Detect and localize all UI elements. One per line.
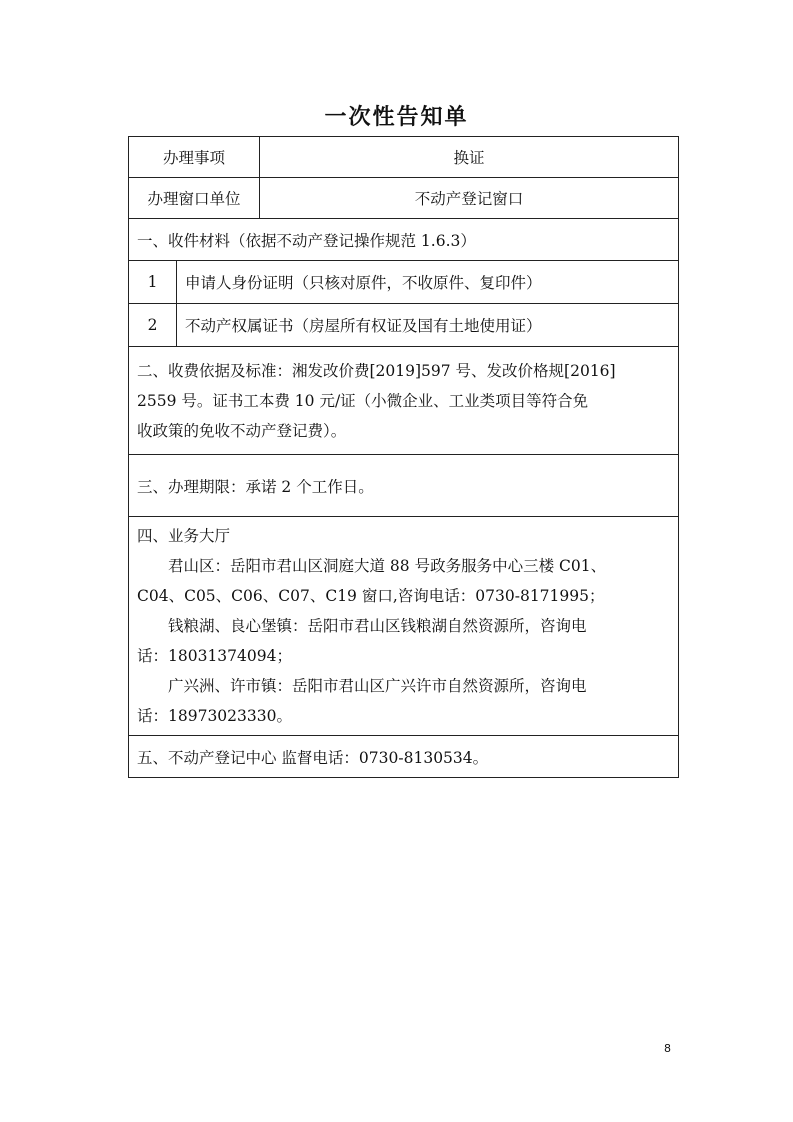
fees-line: 收政策的免收不动产登记费）。 — [137, 421, 347, 440]
material-no: 1 — [129, 261, 177, 304]
hall-cell — [129, 517, 679, 736]
period-cell: 三、办理期限：承诺 2 个工作日。 — [129, 455, 679, 517]
fees-line: 二、收费依据及标准：湘发改价费[2019]597 号、发改价格规[2016] — [137, 361, 616, 380]
item-label: 办理事项 — [129, 137, 260, 178]
material-text: 申请人身份证明（只核对原件，不收原件、复印件） — [177, 261, 679, 304]
window-label: 办理窗口单位 — [129, 178, 260, 219]
hall-line: 广兴洲、许市镇：岳阳市君山区广兴许市自然资源所，咨询电 — [168, 677, 587, 695]
hall-line: 钱粮湖、良心堡镇：岳阳市君山区钱粮湖自然资源所，咨询电 — [168, 617, 587, 635]
page-number: 8 — [664, 1042, 671, 1055]
table-row — [129, 455, 679, 517]
item-value: 换证 — [260, 137, 679, 178]
table-row — [129, 178, 679, 219]
material-text: 不动产权属证书（房屋所有权证及国有土地使用证） — [177, 304, 679, 347]
hall-line: C04、C05、C06、C07、C19 窗口,咨询电话：0730-8171995； — [137, 587, 605, 605]
hall-line: 话：18031374094； — [137, 647, 292, 665]
table-row — [129, 347, 679, 455]
window-value: 不动产登记窗口 — [260, 178, 679, 219]
table-row — [129, 736, 679, 778]
hall-line: 君山区：岳阳市君山区洞庭大道 88 号政务服务中心三楼 C01、 — [168, 557, 607, 575]
fees-line: 2559 号。证书工本费 10 元/证（小微企业、工业类项目等符合免 — [137, 391, 589, 410]
table-row — [129, 261, 679, 304]
hall-header: 四、业务大厅 — [137, 527, 231, 545]
material-no: 2 — [129, 304, 177, 347]
hall-line: 话：18973023330。 — [137, 707, 292, 725]
supervision-cell: 五、不动产登记中心 监督电话：0730-8130534。 — [129, 736, 679, 778]
table-row — [129, 304, 679, 347]
notice-table — [128, 136, 679, 778]
fees-cell — [129, 347, 679, 455]
table-row — [129, 219, 679, 261]
table-row — [129, 137, 679, 178]
table-row — [129, 517, 679, 736]
materials-header: 一、收件材料（依据不动产登记操作规范 1.6.3） — [129, 219, 679, 261]
page-title: 一次性告知单 — [324, 105, 469, 130]
